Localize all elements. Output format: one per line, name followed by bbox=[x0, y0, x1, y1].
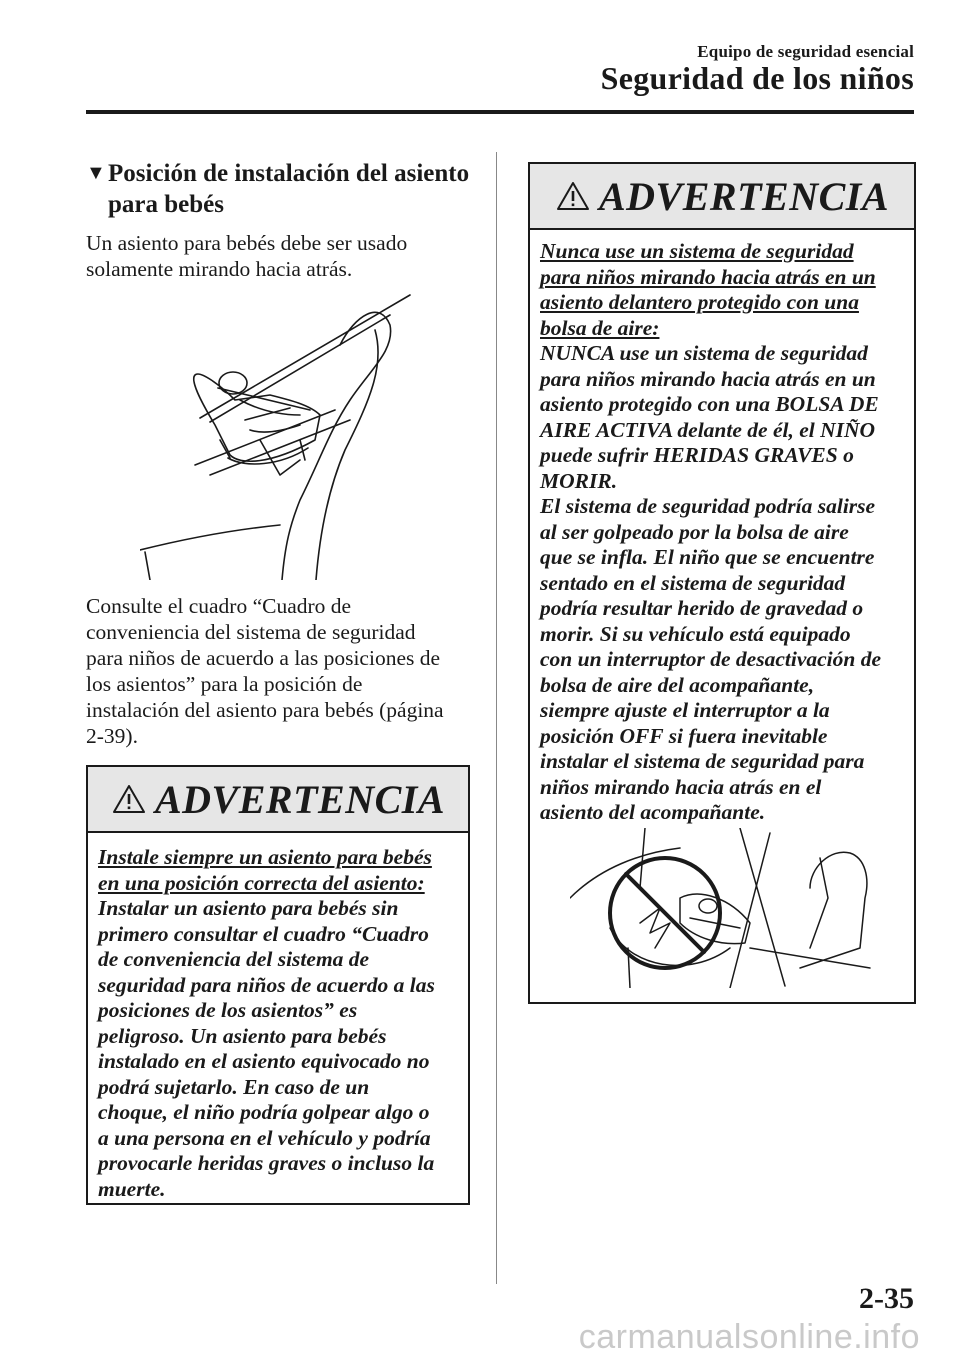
intro-paragraph bbox=[86, 230, 482, 282]
warning-lead-line: para niños mirando hacia atrás en un bbox=[540, 264, 876, 289]
warning-line: a una persona en el vehículo y podría bbox=[98, 1125, 431, 1150]
page-title: Seguridad de los niños bbox=[600, 60, 914, 96]
warning-line: asiento protegido con una BOLSA DE bbox=[540, 392, 879, 416]
warning-line: NUNCA use un sistema de seguridad bbox=[540, 341, 868, 365]
reference-line: conveniencia del sistema de seguridad bbox=[86, 620, 416, 644]
intro-line: Un asiento para bebés debe ser usado bbox=[86, 231, 408, 255]
warning-lead-line: en una posición correcta del asiento: bbox=[98, 870, 425, 895]
warning-line: que se infla. El niño que se encuentre bbox=[540, 545, 875, 569]
warning-line: asiento del acompañante. bbox=[540, 800, 766, 824]
warning-line: con un interruptor de desactivación de bbox=[540, 647, 882, 671]
warning-line: al ser golpeado por la bolsa de aire bbox=[540, 519, 849, 544]
warning-line: Instalar un asiento para bebés sin bbox=[98, 896, 399, 920]
reference-line: instalación del asiento para bebés (página bbox=[86, 698, 444, 722]
heading-line-1: Posición de instalación del asiento bbox=[108, 160, 470, 187]
warning-lead-line: asiento delantero protegido con una bbox=[540, 290, 859, 314]
warning-line: podría resultar herido de gravedad o bbox=[540, 596, 864, 620]
warning-body bbox=[530, 230, 914, 826]
warning-line: primero consultar el cuadro “Cuadro bbox=[98, 921, 429, 946]
warning-line: instalado en el asiento equivocado no bbox=[98, 1049, 430, 1073]
warning-line: peligroso. Un asiento para bebés bbox=[98, 1023, 387, 1048]
warning-line: El sistema de seguridad podría salirse bbox=[540, 494, 876, 518]
header-section-label: Equipo de seguridad esencial bbox=[697, 42, 914, 61]
warning-body bbox=[88, 833, 468, 1202]
header-rule bbox=[86, 110, 914, 114]
reference-line: 2-39). bbox=[86, 724, 138, 748]
reference-paragraph bbox=[86, 593, 482, 749]
warning-line: de conveniencia del sistema de bbox=[98, 947, 370, 971]
warning-line: podrá sujetarlo. En caso de un bbox=[98, 1074, 370, 1099]
warning-line: provocarle heridas graves o incluso la bbox=[98, 1151, 435, 1175]
warning-header bbox=[530, 164, 914, 230]
column-divider bbox=[496, 152, 497, 1284]
heading-line-2: para bebés bbox=[108, 191, 224, 218]
prohibited-airbag-infant-seat-illustration bbox=[570, 828, 880, 988]
heading-marker-icon: ▼ bbox=[86, 162, 106, 184]
warning-line: AIRE ACTIVA delante de él, el NIÑO bbox=[540, 417, 876, 442]
warning-lead-line: bolsa de aire: bbox=[540, 315, 660, 340]
warning-line: bolsa de aire del acompañante, bbox=[540, 672, 815, 697]
warning-title: ADVERTENCIA bbox=[154, 776, 446, 822]
watermark: carmanualsonline.info bbox=[578, 1318, 920, 1356]
warning-line: siempre ajuste el interruptor a la bbox=[540, 698, 830, 722]
warning-line: posición OFF si fuera inevitable bbox=[540, 723, 828, 748]
warning-line: morir. Si su vehículo está equipado bbox=[540, 621, 851, 646]
warning-triangle-icon bbox=[111, 783, 147, 815]
warning-box-infant-seat-position bbox=[86, 765, 470, 1205]
warning-line: niños mirando hacia atrás en el bbox=[540, 774, 822, 799]
warning-line: puede sufrir HERIDAS GRAVES o bbox=[540, 443, 854, 467]
warning-line: choque, el niño podría golpear algo o bbox=[98, 1100, 430, 1124]
warning-line: instalar el sistema de seguridad para bbox=[540, 749, 865, 773]
rear-facing-infant-seat-illustration bbox=[140, 290, 440, 580]
reference-line: para niños de acuerdo a las posiciones de bbox=[86, 646, 441, 670]
warning-header bbox=[88, 767, 468, 833]
warning-line: sentado en el sistema de seguridad bbox=[540, 570, 846, 595]
warning-line: MORIR. bbox=[540, 468, 618, 493]
warning-line: para niños mirando hacia atrás en un bbox=[540, 366, 876, 391]
warning-line: muerte. bbox=[98, 1176, 166, 1201]
warning-line: posiciones de los asientos” es bbox=[98, 998, 358, 1022]
warning-title: ADVERTENCIA bbox=[598, 173, 890, 219]
warning-lead-line: Instale siempre un asiento para bebés bbox=[98, 845, 432, 869]
reference-line: Consulte el cuadro “Cuadro de bbox=[86, 594, 352, 618]
intro-line: solamente mirando hacia atrás. bbox=[86, 257, 353, 281]
section-heading bbox=[86, 158, 486, 220]
reference-line: los asientos” para la posición de bbox=[86, 672, 363, 696]
warning-line: seguridad para niños de acuerdo a las bbox=[98, 972, 435, 997]
warning-lead-line: Nunca use un sistema de seguridad bbox=[540, 239, 854, 263]
page-number: 2-35 bbox=[859, 1282, 914, 1315]
warning-triangle-icon bbox=[555, 180, 591, 212]
